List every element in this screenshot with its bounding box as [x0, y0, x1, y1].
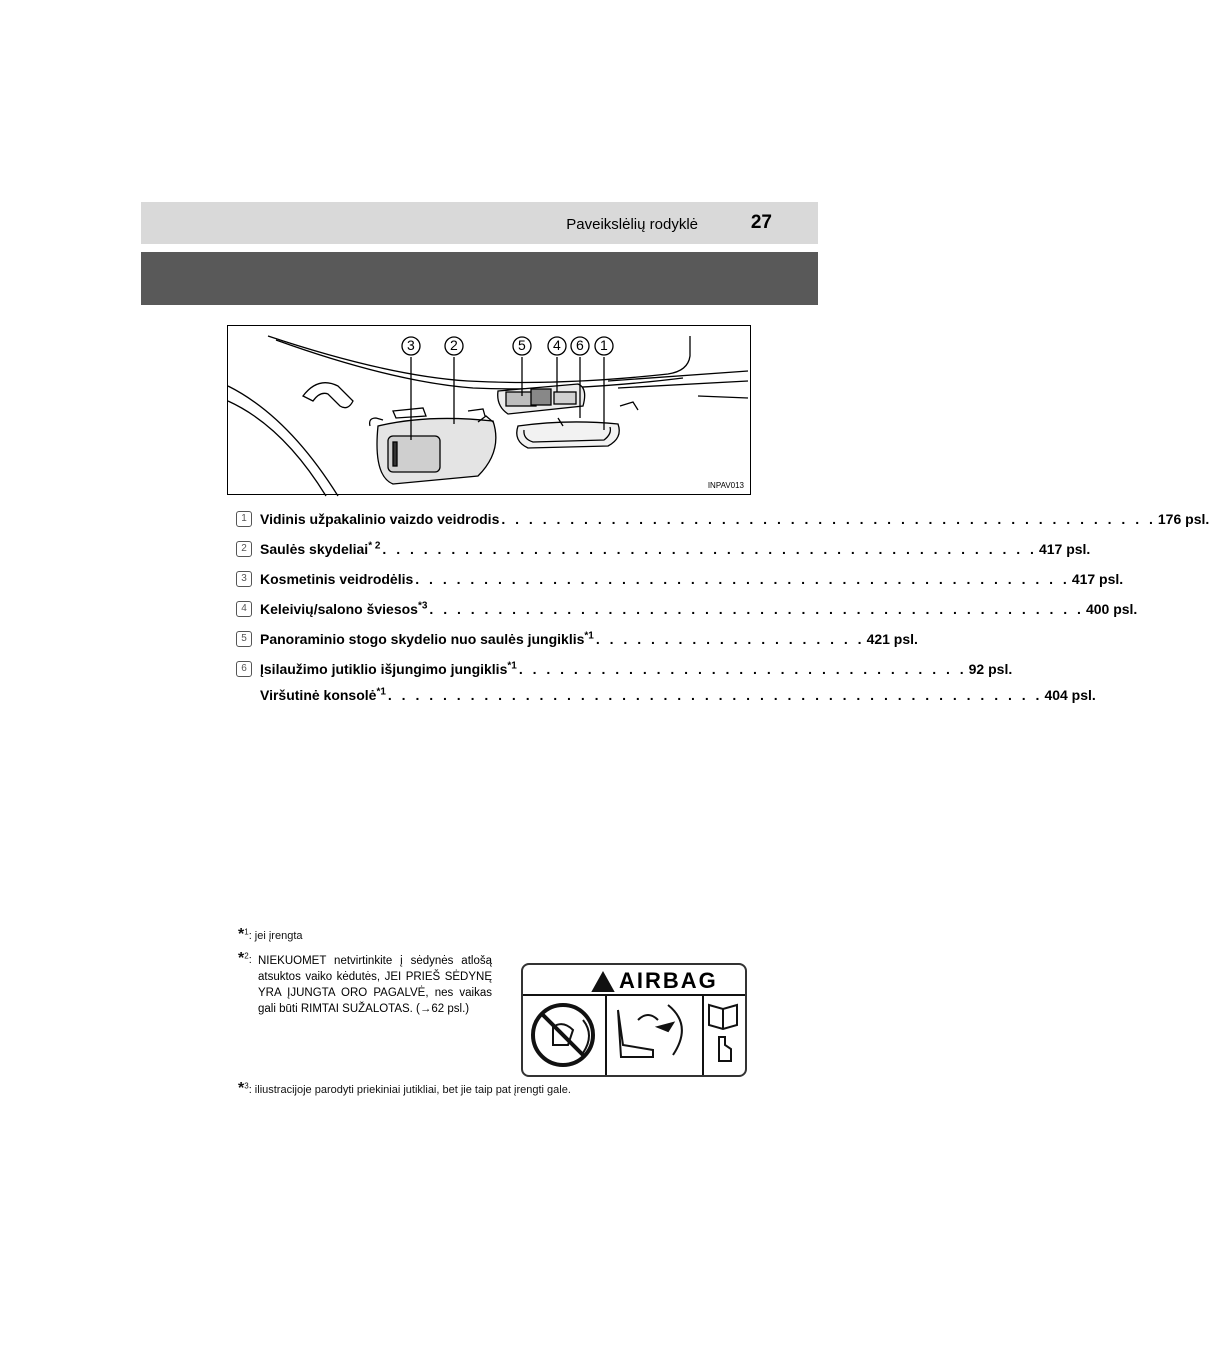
figure-code: INPAV013	[707, 481, 744, 490]
item-label: Keleivių/salono šviesos$^{*3}$	[260, 600, 428, 617]
callout-6: 6	[576, 337, 584, 353]
illustration-drawing	[228, 326, 752, 496]
footnote-1: *$^1$: jei įrengta	[238, 926, 303, 943]
item-label: Panoraminio stogo skydelio nuo saulės jungiklis$^{*1}$	[260, 630, 594, 647]
footnote-3: *$^3$: iliustracijoje parodyti priekiniai jutikliai, bet jie taip pat įrengti gale.	[238, 1080, 571, 1097]
item-label: Saulės skydeliai$^{* 2}$	[260, 540, 381, 557]
list-item: 2 Saulės skydeliai$^{* 2}$ . . . . . . . . . . . . . . . . . . . . . . . . . . . . . . . . . . . . . . . . . . . . . . . . 417 psl.	[236, 534, 720, 564]
footnote-2-text: NIEKUOMET netvirtinkite į sėdynės atlošą atsuktos vaiko kėdutės, JEI PRIEŠ SĖDYNĘ YRA ĮJUNGTA ORO PAGALVĖ, nes vaikas gali būti RIMTAI SUŽALOTAS. (→62 psl.)	[258, 955, 492, 1015]
page-link[interactable]: 417 psl.	[1071, 571, 1124, 587]
airbag-label-text: AIRBAG	[619, 968, 718, 993]
callout-1: 1	[600, 337, 608, 353]
page-link[interactable]: 404 psl.	[1044, 687, 1096, 703]
callout-4: 4	[553, 337, 561, 353]
page-link[interactable]: 417 psl.	[1038, 541, 1091, 557]
list-item: 4 Keleivių/salono šviesos$^{*3}$ . . . . . . . . . . . . . . . . . . . . . . . . . . . . . . . . . . . . . . . . . . . . . . . . 400 psl.	[236, 594, 720, 624]
index-list	[236, 504, 1209, 706]
list-item: 3 Kosmetinis veidrodėlis . . . . . . . . . . . . . . . . . . . . . . . . . . . . . . . . . . . . . . . . . . . . . . . . 417 psl.	[236, 564, 720, 594]
footnote-2-marker: *$^2$:	[238, 950, 252, 967]
page-link[interactable]: 92 psl.	[968, 661, 1013, 677]
page-header	[141, 202, 818, 244]
item-label: Vidinis užpakalinio vaizdo veidrodis	[260, 511, 500, 527]
item-label: Kosmetinis veidrodėlis	[260, 571, 414, 587]
page-link[interactable]: 421 psl.	[866, 631, 918, 647]
list-item: 5 Panoraminio stogo skydelio nuo saulės jungiklis$^{*1}$ . . . . . . . . . . . . . . . . . . . . 421 psl.	[236, 624, 720, 654]
callout-3: 3	[407, 337, 415, 353]
section-bar	[141, 252, 818, 305]
page-link[interactable]: 176 psl.	[1157, 511, 1209, 527]
list-item: 1 Vidinis užpakalinio vaizdo veidrodis . . . . . . . . . . . . . . . . . . . . . . . . . . . . . . . . . . . . . . . . . . . . . . . . 176 psl.	[236, 504, 720, 534]
item-number: 5	[236, 631, 252, 647]
item-number: 3	[236, 571, 252, 587]
header-title: Paveikslėlių rodyklė	[566, 216, 698, 233]
overhead-console-illustration	[227, 325, 751, 495]
page-number: 27	[750, 212, 772, 233]
list-item: Viršutinė konsolė$^{*1}$ . . . . . . . . . . . . . . . . . . . . . . . . . . . . . . . . . . . . . . . . . . . . . . . . 404 psl.	[236, 684, 720, 706]
page-link[interactable]: 400 psl.	[1085, 601, 1138, 617]
callout-5: 5	[518, 337, 526, 353]
item-label: Įsilaužimo jutiklio išjungimo jungiklis$^{*1}$	[260, 660, 517, 677]
item-number: 6	[236, 661, 252, 677]
item-number: 2	[236, 541, 252, 557]
airbag-warning-label	[521, 963, 747, 1077]
callout-2: 2	[450, 337, 458, 353]
list-item: 6 Įsilaužimo jutiklio išjungimo jungiklis$^{*1}$ . . . . . . . . . . . . . . . . . . . . . . . . . . . . . . . . . 92 psl.	[236, 654, 720, 684]
item-number: 1	[236, 511, 252, 527]
item-label: Viršutinė konsolė$^{*1}$	[260, 686, 386, 703]
item-number: 4	[236, 601, 252, 617]
